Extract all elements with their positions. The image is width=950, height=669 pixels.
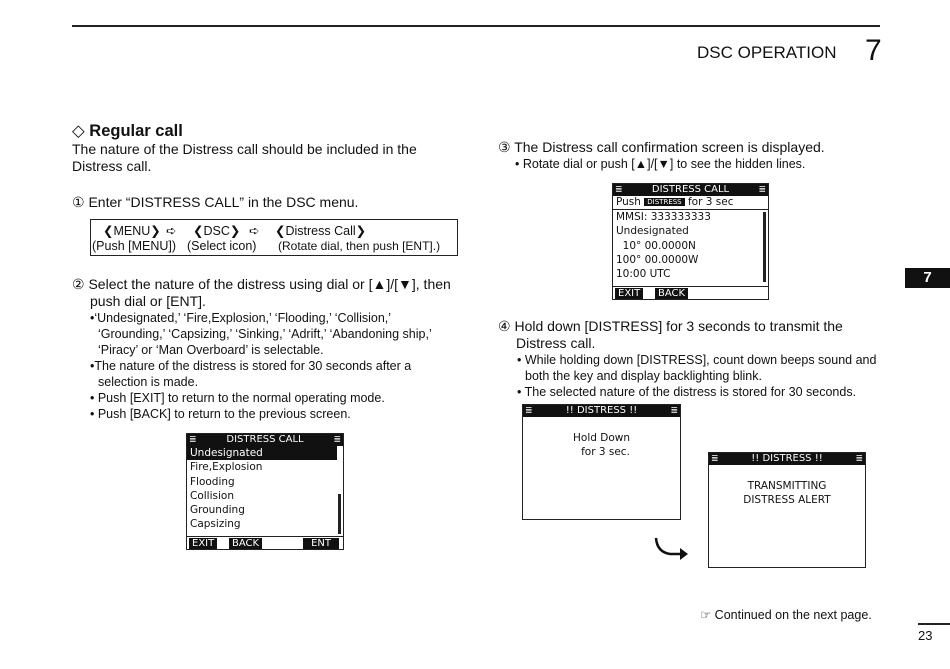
- bullet: • The selected nature of the distress is stored for 30 seconds.: [517, 385, 857, 399]
- next-arrow-icon: [652, 536, 690, 562]
- softkey-back: BACK: [655, 288, 688, 299]
- menu-note-1: (Push [MENU]): [92, 239, 177, 253]
- lcd-scrollbar: [763, 212, 766, 282]
- softkey-exit: EXIT: [189, 538, 217, 549]
- bullet: • Push [BACK] to return to the previous screen.: [90, 407, 351, 421]
- lcd-for: for 3 sec: [687, 196, 734, 208]
- lcd-hold-down: ≣ !! DISTRESS !! ≣ Hold Down for 3 sec.: [522, 404, 681, 520]
- distress-key-badge: DISTRESS: [644, 198, 684, 206]
- lcd-line: DISTRESS ALERT: [743, 494, 831, 506]
- lcd-line: TRANSMITTING: [747, 480, 827, 492]
- softkey-exit: EXIT: [615, 288, 643, 299]
- lcd-item: Fire,Explosion: [190, 461, 263, 474]
- bullet: • While holding down [DISTRESS], count down beeps sound and both the key and display backlighting blink.: [517, 353, 877, 383]
- softkey-back: BACK: [229, 538, 262, 549]
- step-2-bullets: [88, 310, 458, 422]
- lcd-line: 100° 00.0000W: [616, 253, 699, 266]
- bullet: •The nature of the distress is stored for 30 seconds after a selection is made.: [90, 359, 412, 389]
- intro-text: The nature of the Distress call should be included in the Distress call.: [72, 141, 417, 174]
- chapter-number: 7: [865, 34, 882, 67]
- arrow-icon: ➪: [249, 224, 260, 238]
- footer-rule: [918, 623, 950, 625]
- bullet: • Push [EXIT] to return to the normal operating mode.: [90, 391, 385, 405]
- step-4-bullets: [515, 352, 885, 400]
- chapter-tab: 7: [905, 268, 950, 288]
- step-3: ③ The Distress call confirmation screen is displayed.: [498, 139, 825, 155]
- heading-text: Regular call: [89, 122, 183, 140]
- continued-note: ☞ Continued on the next page.: [700, 608, 872, 622]
- lcd-item: Capsizing: [190, 518, 241, 531]
- lcd-push: Push: [616, 196, 641, 208]
- lcd-transmitting: ≣ !! DISTRESS !! ≣ TRANSMITTING DISTRESS ALERT: [708, 452, 866, 568]
- menu-note-2: (Select icon): [187, 239, 257, 253]
- lcd-item: Grounding: [190, 504, 245, 517]
- lcd-line: 10° 00.0000N: [616, 239, 696, 252]
- lcd-scrollbar: [338, 494, 341, 534]
- lcd-title: DISTRESS CALL: [226, 434, 304, 445]
- arrow-icon: ➪: [166, 224, 177, 238]
- step-4: ④ Hold down [DISTRESS] for 3 seconds to transmit the Distress call.: [498, 318, 843, 351]
- bullet: • Rotate dial or push [▲]/[▼] to see the hidden lines.: [515, 157, 806, 171]
- menu-path-box: [90, 219, 458, 256]
- lcd-item: Flooding: [190, 475, 235, 488]
- bullet: •‘Undesignated,’ ‘Fire,Explosion,’ ‘Flooding,’ ‘Collision,’ ‘Grounding,’ ‘Capsizing,’ ‘Sinking,’ ‘Adrift,’ ‘Abandoning ship,’ ‘Piracy’ or ‘Man Overboard’ is selectable.: [90, 311, 432, 357]
- lcd-confirmation: ≣ DISTRESS CALL ≣ Push DISTRESS for 3 sec MMSI: 333333333 Undesignated 10° 00.0000N 100° 00.0000W 10:00 UTC EXIT BACK: [612, 183, 769, 300]
- lcd-item: Collision: [190, 489, 234, 502]
- lcd-title: !! DISTRESS !!: [751, 453, 823, 464]
- lcd-line: Undesignated: [616, 225, 689, 238]
- lcd-title: DISTRESS CALL: [651, 184, 730, 195]
- step-2: ② Select the nature of the distress using dial or [▲]/[▼], then push dial or [ENT].: [72, 276, 451, 309]
- section-heading: ◇ Regular call: [72, 122, 183, 140]
- softkey-ent: ENT: [303, 538, 339, 549]
- menu-path-distress: ❮Distress Call❯: [275, 224, 367, 238]
- menu-path-menu: ❮MENU❯: [103, 224, 161, 238]
- page-number: 23: [918, 628, 933, 643]
- lcd-line: Hold Down: [573, 432, 630, 444]
- lcd-item-selected: Undesignated: [187, 446, 337, 460]
- menu-path-dsc: ❮DSC❯: [193, 224, 241, 238]
- lcd-title: !! DISTRESS !!: [565, 405, 638, 416]
- top-rule: [72, 25, 880, 27]
- lcd-line: MMSI: 333333333: [616, 211, 711, 223]
- lcd-line: for 3 sec.: [581, 446, 630, 458]
- step-1: ① Enter “DISTRESS CALL” in the DSC menu.: [72, 194, 359, 210]
- menu-note-3: (Rotate dial, then push [ENT].): [278, 239, 441, 253]
- section-title: DSC OPERATION: [697, 43, 837, 62]
- lcd-line: 10:00 UTC: [616, 268, 671, 281]
- lcd-distress-list: ≣ DISTRESS CALL ≣ Undesignated Fire,Explosion Flooding Collision Grounding Capsizing EXIT BACK ENT: [186, 433, 344, 550]
